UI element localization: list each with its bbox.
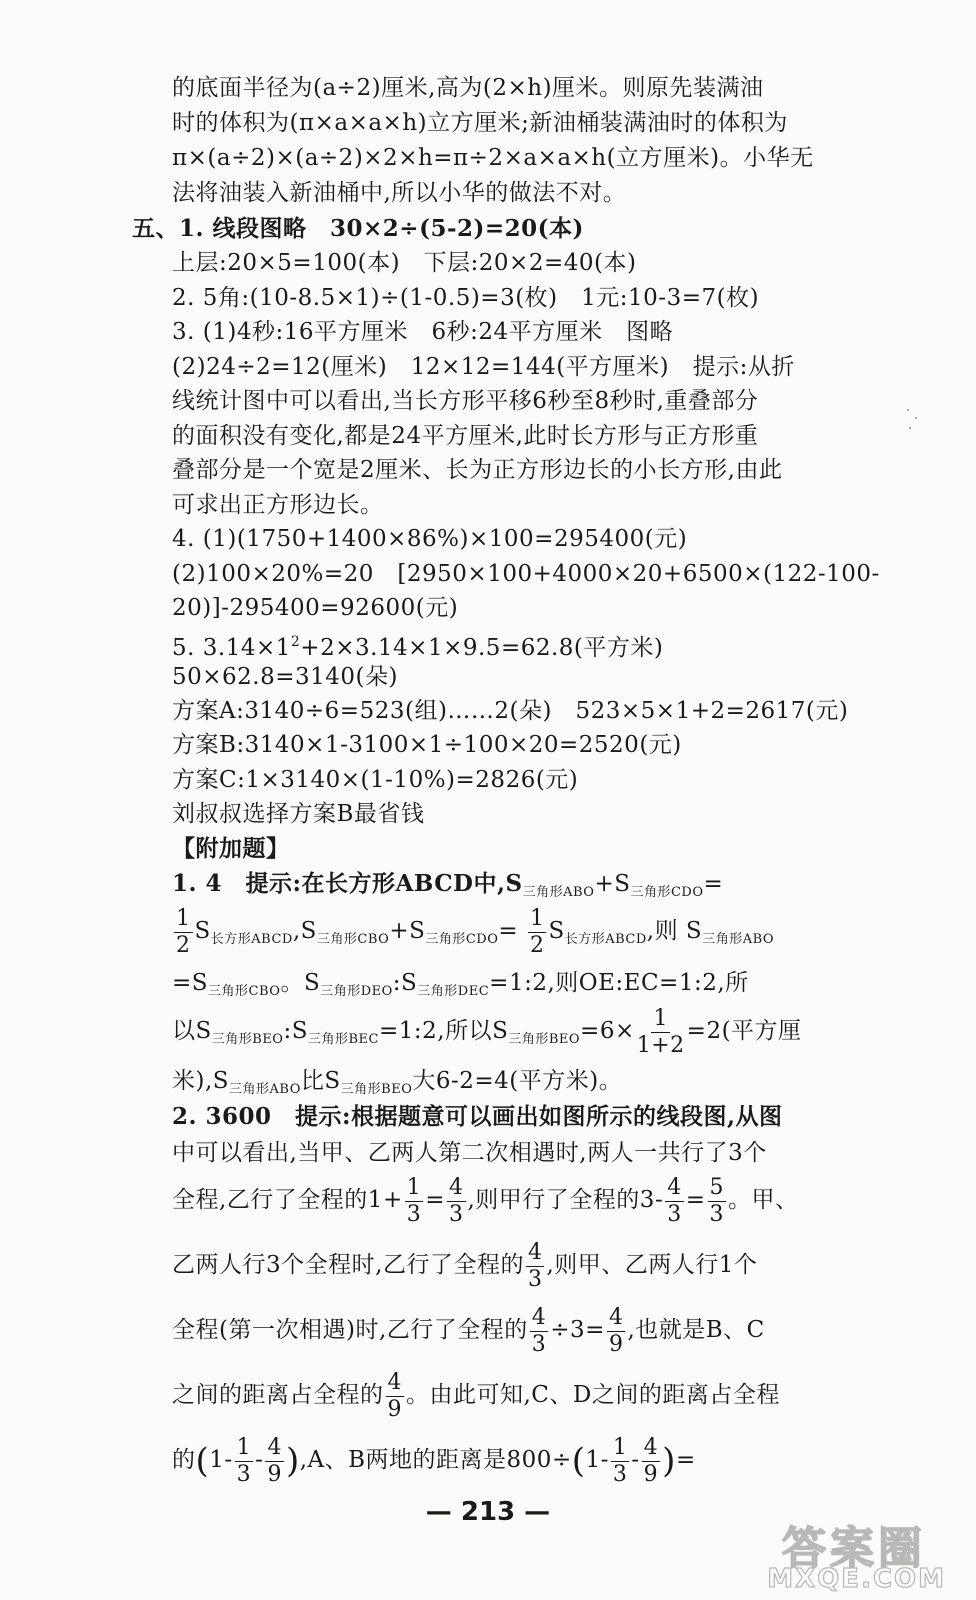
text-line: 50×62.8=3140(朵) (172, 664, 398, 690)
plan-a: 方案A:3140÷6=523(组)……2(朵) 523×5×1+2=2617(元) (172, 698, 849, 724)
fraction: $\frac{4}{9}$ (267, 1434, 282, 1487)
fraction: $\frac{1}{2}$ (176, 905, 191, 958)
bonus-q1-line: 1. 4 提示:在长方形ABCD中$,S_{三角形ABO}+S_{三角形CDO}=$ (172, 870, 724, 900)
bonus-q1-line: 米)$,S_{三角形ABO}$比$S_{三角形BEO}$大6-2=4(平方米)。 (172, 1068, 623, 1097)
scan-speckles (905, 405, 925, 445)
plan-b: 方案B:3140×1-3100×1÷100×20=2520(元) (172, 732, 682, 758)
fraction: $\frac{4}{3}$ (667, 1174, 682, 1227)
bonus-q2-line: 全程,乙行了全程的1+ $\frac{1}{3}$ = $\frac{4}{3}$ ,则甲行了全程的3- $\frac{4}{3}$ = $\frac{5}{3}$ 。甲、 (172, 1174, 799, 1227)
text-line: (2)100×20%=20 [2950×100+4000×20+6500×(122-100- (172, 561, 880, 587)
text-line: 线统计图中可以看出,当长方形平移6秒至8秒时,重叠部分 (172, 388, 759, 414)
watermark-url: MXQE.COM (767, 1564, 946, 1594)
watermark-logo (716, 1512, 946, 1592)
text-line: 的底面半径为(a÷2)厘米,高为(2×h)厘米。则原先装满油 (172, 75, 764, 101)
bonus-q2-line: 乙两人行3个全程时,乙行了全程的 $\frac{4}{3}$ ,则甲、乙两人行1个 (172, 1239, 758, 1292)
fraction: $\frac{4}{3}$ (531, 1304, 547, 1357)
fraction: $\frac{4}{3}$ (449, 1174, 464, 1227)
section-5-q1: 五、1. 线段图略 30×2÷(5-2)=20(本) (132, 215, 584, 242)
text-line: 时的体积为(π×a×a×h)立方厘米;新油桶装满油时的体积为 (172, 110, 788, 136)
fraction: $\frac{4}{9}$ (387, 1369, 402, 1422)
section-5-q3: 3. (1)4秒:16平方厘米 6秒:24平方厘米 图略 (172, 319, 674, 345)
fraction: $\frac{4}{9}$ (608, 1304, 624, 1357)
fraction: $\frac{4}{3}$ (527, 1239, 543, 1292)
bonus-q2-line: 中可以看出,当甲、乙两人第二次相遇时,两人一共行了3个 (172, 1140, 767, 1166)
text-line: 上层:20×5=100(本) 下层:20×2=40(本) (172, 250, 637, 276)
fraction: $\frac{1}{3}$ (236, 1434, 252, 1487)
fraction: $\frac{1}{3}$ (612, 1434, 628, 1487)
bonus-q2-line: 2. 3600 提示:根据题意可以画出如图所示的线段图,从图 (172, 1103, 783, 1130)
fraction: $\frac{1}{3}$ (406, 1174, 422, 1227)
section-5-q5: 5. $3.14\times 1^2+2\times 3.14\times 1\times 9.5=62.8$(平方米) (172, 634, 664, 661)
page-number: — 213 — (425, 1497, 551, 1527)
section-5-q2: 2. 5角:(10-8.5×1)÷(1-0.5)=3(枚) 1元:10-3=7(枚) (172, 285, 760, 311)
bonus-heading: 【附加题】 (172, 835, 290, 862)
bonus-q1-line: $\frac{1}{2}$ $S_{长方形ABCD},S_{三角形CBO}+S_{三角形CDO}=$ $\frac{1}{2}$ $S_{长方形ABCD}$,则 $S_{三角形ABO}$ (176, 905, 775, 958)
fraction: $\frac{1}{1+2}$ (636, 1005, 685, 1058)
bonus-q2-line: 全程(第一次相遇)时,乙行了全程的 $\frac{4}{3}$ ÷3= $\frac{4}{9}$ ,也就是B、C (172, 1304, 765, 1357)
fraction: $\frac{1}{2}$ (529, 905, 545, 958)
text-line: 的面积没有变化,都是24平方厘米,此时长方形与正方形重 (172, 423, 759, 449)
bonus-q2-line: 的(1- $\frac{1}{3}$ - $\frac{4}{9}$ ),A、B两地的距离是800÷(1- $\frac{1}{3}$ - $\frac{4}{9}$ )= (172, 1434, 696, 1487)
text-line: 法将油装入新油桶中,所以小华的做法不对。 (172, 180, 627, 206)
plan-c: 方案C:1×3140×(1-10%)=2826(元) (172, 767, 579, 793)
conclusion: 刘叔叔选择方案B最省钱 (172, 801, 425, 827)
fraction: $\frac{5}{3}$ (709, 1174, 724, 1227)
text-line: 叠部分是一个宽是2厘米、长为正方形边长的小长方形,由此 (172, 457, 783, 483)
bonus-q1-line: $=S_{三角形CBO}$。$S_{三角形DEO}:S_{三角形DEC}=1:2$,则OE:EC=1:2,所 (172, 970, 749, 999)
bonus-q2-line: 之间的距离占全程的 $\frac{4}{9}$ 。由此可知,C、D之间的距离占全程 (172, 1369, 780, 1422)
bonus-q1-line: 以$S_{三角形BEO}:S_{三角形BEC}=1:2$,所以$S_{三角形BEO}=6\times$ $\frac{1}{1+2}$ =2(平方厘 (172, 1005, 802, 1058)
text-line: π×(a÷2)×(a÷2)×2×h=π÷2×a×a×h(立方厘米)。小华无 (172, 145, 814, 171)
fraction: $\frac{4}{9}$ (643, 1434, 659, 1487)
text-line: 20)]-295400=92600(元) (172, 595, 459, 621)
text-line: 可求出正方形边长。 (172, 492, 384, 518)
section-5-q4: 4. (1)(1750+1400×86%)×100=295400(元) (172, 526, 688, 552)
watermark-text: 答案圈 (782, 1523, 926, 1574)
text-line: (2)24÷2=12(厘米) 12×12=144(平方厘米) 提示:从折 (172, 354, 795, 380)
